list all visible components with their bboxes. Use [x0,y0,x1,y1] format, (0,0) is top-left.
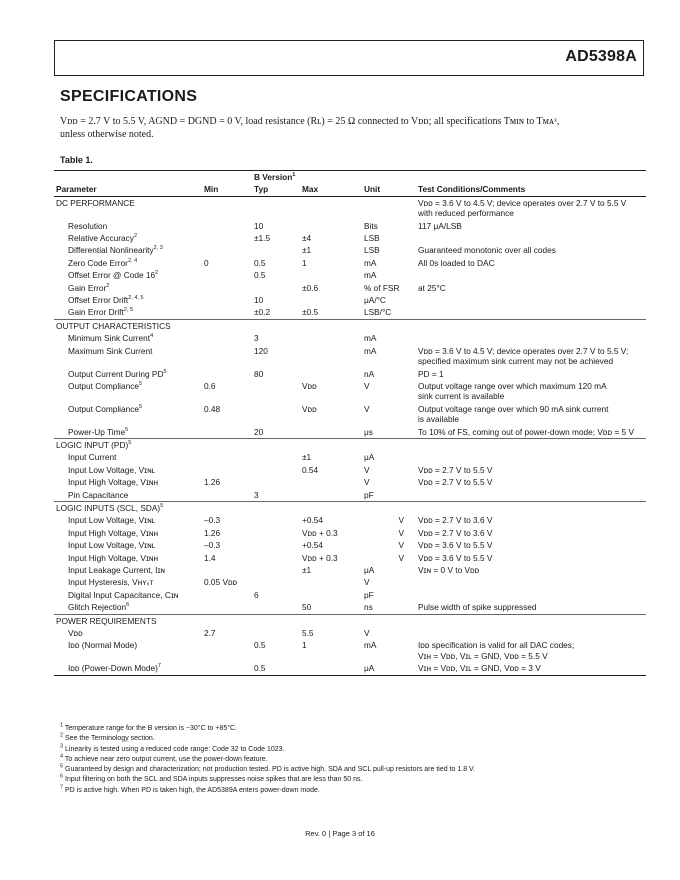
table-row [54,601,646,614]
conditions-cell [416,614,646,627]
param-cell: Differential Nonlinearity$^{2, 3}$ [68,245,163,256]
typ-cell: 6 [254,589,259,600]
typ-cell [252,196,300,219]
min-cell [202,489,252,502]
typ-cell: 80 [254,368,264,379]
conditions-cell: Vᴅᴅ = 2.7 V to 5.5 V [418,464,493,475]
conditions-cell: Vᴅᴅ = 3.6 V to 4.5 V; device operates over 2.7 V to 5.5 V; specified maximum sink current may not be achieved [418,345,629,367]
typ-cell: 120 [254,345,268,356]
conditions-cell: Vᴅᴅ = 2.7 V to 3.6 V [418,527,493,538]
max-cell: +0.54 [302,540,323,551]
typ-cell [252,552,300,564]
table-row [54,244,646,256]
typ-cell [252,476,300,488]
param-cell: LOGIC INPUT (PD)$^5$ [54,438,202,451]
max-cell [300,196,362,219]
conditions-cell: Pulse width of spike suppressed [418,602,537,613]
table-row [54,257,646,269]
unit-cell: μA [364,565,375,575]
min-cell: –0.3 [204,540,221,551]
min-cell [202,589,252,601]
param-cell: Output Current During $PD^5$ [68,368,167,379]
max-cell [300,501,362,514]
conditions-cell [416,501,646,514]
section-row [54,319,646,332]
max-cell [300,345,362,368]
table-row [54,306,646,319]
min-cell [202,464,252,476]
param-cell: Maximum Sink Current [68,345,153,356]
param-cell: Glitch Rejection$^6$ [68,602,130,613]
footnote: $^7$ PD is active high. When PD is taken high, the AD5389A enters power-down mode. [60,784,320,794]
typ-cell: 0.5 [254,640,266,651]
conditions-cell: Vᴅᴅ = 3.6 V to 5.5 V [418,540,493,551]
min-cell [202,368,252,380]
param-cell: Iᴅᴅ (Power-Down Mode)$^7$ [54,662,202,675]
section-row [54,196,646,219]
conditions-cell [416,294,646,306]
unit-cell: μA/°C [364,295,386,306]
table-row [54,332,646,344]
unit-cell: LSB/°C [364,307,392,318]
param-cell: Output Compliance$^5$ [68,403,143,414]
max-cell: 5.5 [302,628,314,639]
unit-cell: V [398,552,404,563]
min-cell: 1.4 [204,552,216,563]
unit-cell: μA [364,452,375,463]
min-cell [202,345,252,368]
param-cell: Vᴅᴅ [68,628,83,639]
conditions-cell: Output voltage range over which 90 mA sink current is available [418,403,609,425]
max-cell [300,614,362,627]
unit-cell: pF [364,589,374,600]
min-cell [202,438,252,451]
col-parameter: Parameter [54,183,202,196]
min-cell [202,196,252,219]
footnote: $^2$ See the Terminology section. [60,732,155,743]
conditions-cell [416,489,646,502]
max-cell: 1 [302,640,307,651]
min-cell: 0 [204,257,209,268]
typ-cell: 10 [254,220,264,231]
param-cell: Pin Capacitance [68,489,129,500]
param-cell: Gain Error Drift$^{2, 5}$ [68,307,133,318]
max-cell: Vᴅᴅ + 0.3 [302,552,338,563]
max-cell [300,220,362,232]
typ-cell [252,319,300,332]
unit-cell: Bits [364,220,378,231]
section-row [54,438,646,451]
typ-cell [252,627,300,639]
unit-cell: μA [362,662,416,675]
param-cell: Relative Accuracy$^2$ [68,233,138,244]
max-cell [300,438,362,451]
param-cell: Resolution [68,220,108,231]
param-cell: Input Hysteresis, Vʜʏₛᴛ [68,577,154,588]
min-cell [202,564,252,576]
unit-cell: pF [364,489,374,500]
param-cell: Input Current [68,452,117,463]
conditions-cell [416,306,646,319]
min-cell [202,501,252,514]
typ-cell: 3 [254,489,259,500]
footnote: $^3$ Linearity is tested using a reduced code range: Code 32 to Code 1023. [60,743,285,753]
typ-cell [252,464,300,476]
typ-cell: ±1.5 [254,233,271,244]
unit-cell: % of FSR [364,282,400,293]
min-cell: 0.05 Vᴅᴅ [204,577,238,588]
typ-cell [252,601,300,614]
conditions-cell [416,627,646,639]
page-footer: Rev. 0 | Page 3 of 16 [305,829,375,838]
unit-cell [362,196,416,219]
min-cell: 1.26 [204,477,221,488]
table-row [54,232,646,244]
conditions-cell: Vᴅᴅ = 2.7 V to 5.5 V [418,477,493,488]
conditions-cell: All 0s loaded to DAC [418,257,495,268]
param-cell: Input Low Voltage, Vɪɴʟ [68,515,155,526]
table-row [54,269,646,281]
unit-cell: V [398,540,404,551]
max-cell [300,269,362,281]
max-cell: Vᴅᴅ [302,380,317,391]
min-cell [202,294,252,306]
unit-cell: V [364,380,370,391]
typ-cell: ±0.2 [254,307,271,318]
max-cell [300,426,362,439]
unit-cell: ns [364,602,373,613]
conditions-cell [416,438,646,451]
min-cell [202,306,252,319]
typ-cell: 0.5 [254,257,266,268]
param-cell: LOGIC INPUTS (SCL, SDA)$^5$ [54,501,202,514]
table-header-group-row [54,171,646,184]
min-cell: 2.7 [204,628,216,639]
min-cell [202,220,252,232]
conditions-cell: Vɪɴ = 0 V to Vᴅᴅ [418,565,480,575]
conditions-cell: Vɪʜ = Vᴅᴅ, Vɪʟ = GND, Vᴅᴅ = 3 V [416,662,646,675]
max-cell [300,332,362,344]
col-conditions: Test Conditions/Comments [416,183,646,196]
min-cell [202,614,252,627]
col-max: Max [300,183,362,196]
typ-cell [252,527,300,539]
table-row [54,220,646,232]
conditions-cell: Vᴅᴅ = 3.6 V to 5.5 V [418,552,493,563]
min-cell: 0.48 [204,403,221,414]
max-cell [300,368,362,380]
typ-cell [252,244,300,256]
table-row [54,476,646,488]
max-cell: 50 [302,602,312,613]
unit-cell: mA [364,257,377,268]
table-row [54,345,646,368]
unit-cell [362,614,416,627]
table-row [54,489,646,502]
footnote: $^1$ Temperature range for the B version is −30°C to +85°C. [60,722,238,732]
conditions-cell: Guaranteed monotonic over all codes [418,245,556,256]
min-cell [202,332,252,344]
part-number: AD5398A [565,48,637,65]
table-row [54,294,646,306]
min-cell [202,639,252,662]
max-cell [300,576,362,588]
typ-cell: 0.5 [254,270,266,281]
unit-cell: V [364,464,370,475]
footnotes [60,724,475,796]
param-cell: POWER REQUIREMENTS [54,614,202,627]
param-cell: DC PERFORMANCE [54,196,202,219]
unit-cell: V [364,577,370,588]
unit-cell: V [398,515,404,526]
conditions-cell: Vᴅᴅ = 2.7 V to 3.6 V [418,515,493,526]
table-row [54,464,646,476]
min-cell: –0.3 [204,515,221,526]
typ-cell: 0.5 [252,662,300,675]
typ-cell [252,576,300,588]
table-body [54,196,646,675]
max-cell [300,476,362,488]
min-cell [202,244,252,256]
typ-cell [252,564,300,576]
unit-cell: mA [364,640,377,651]
param-cell: Iᴅᴅ (Normal Mode) [68,640,138,651]
page-header [54,40,644,76]
param-cell: Input Leakage Current, Iɪɴ [68,565,166,575]
unit-cell [362,501,416,514]
typ-cell: 10 [254,295,264,306]
typ-cell [252,380,300,403]
conditions-cell [416,576,646,588]
max-cell [300,662,362,675]
param-cell: Input Low Voltage, Vɪɴʟ [68,464,155,475]
specifications-table [54,170,646,676]
param-cell: Input High Voltage, Vɪɴʜ [68,477,159,488]
conditions-cell: at 25°C [418,282,446,293]
unit-cell: V [364,628,370,639]
section-row [54,501,646,514]
col-min: Min [202,183,252,196]
conditions-cell: Output voltage range over which maximum 120 mA sink current is available [418,380,607,402]
table-row [54,627,646,639]
max-cell [300,489,362,502]
conditions-cell: Vᴅᴅ = 3.6 V to 4.5 V; device operates over 2.7 V to 5.5 V with reduced performance [416,196,646,219]
param-cell: Output Compliance$^5$ [68,380,143,391]
max-cell: ±0.6 [302,282,319,293]
conditions-cell [416,319,646,332]
min-cell [202,269,252,281]
max-cell: 0.54 [302,464,319,475]
min-cell [202,426,252,439]
table-row [54,403,646,426]
param-cell: Gain Error$^2$ [68,282,110,293]
unit-cell: V [364,403,370,414]
typ-cell [252,282,300,294]
table-row [54,282,646,294]
unit-cell [362,438,416,451]
intro-line-2: unless otherwise noted. [60,129,154,140]
typ-cell [252,403,300,426]
max-cell [300,294,362,306]
col-unit: Unit [362,183,416,196]
table-row [54,576,646,588]
typ-cell [252,514,300,526]
unit-cell: μs [364,426,373,437]
conditions-cell: To 10% of FS, coming out of power-down mode; Vᴅᴅ = 5 V [418,426,634,437]
conditions-cell [416,269,646,281]
conditions-cell: 117 μA/LSB [418,220,462,231]
unit-cell: V [364,477,370,488]
param-cell: Minimum Sink Current$^4$ [68,333,154,344]
typ-cell [252,501,300,514]
min-cell: 0.6 [204,380,216,391]
param-cell: Power-Up Time$^5$ [68,426,129,437]
footnote: $^4$ To achieve near zero output current, use the power-down feature. [60,753,268,763]
param-cell: Input High Voltage, Vɪɴʜ [68,527,159,538]
min-cell [202,232,252,244]
min-cell [202,662,252,675]
unit-cell: mA [364,333,377,344]
typ-cell: 20 [254,426,264,437]
param-cell: Zero Code Error$^{2, 4}$ [68,257,138,268]
max-cell: +0.54 [302,515,323,526]
table-row [54,368,646,380]
max-cell: Vᴅᴅ [302,403,317,414]
max-cell [300,589,362,601]
conditions-cell [416,589,646,601]
unit-cell: nA [364,368,375,379]
conditions-cell: Iᴅᴅ specification is valid for all DAC codes; Vɪʜ = Vᴅᴅ, Vɪʟ = GND, Vᴅᴅ = 5.5 V [418,640,575,661]
conditions-cell [416,332,646,344]
max-cell: ±1 [302,565,312,575]
param-cell: Offset Error Drift$^{2, 4, 5}$ [68,295,144,306]
table-row [54,380,646,403]
typ-cell [252,539,300,551]
min-cell [202,282,252,294]
param-cell: Input High Voltage, Vɪɴʜ [68,552,159,563]
max-cell: ±1 [302,245,312,256]
intro-text [60,115,650,141]
param-cell: Input Low Voltage, Vɪɴʟ [68,540,155,551]
unit-cell: LSB [364,245,380,256]
min-cell [202,319,252,332]
table-row [54,426,646,439]
conditions-cell [416,232,646,244]
table-row [54,639,646,662]
table-header-row [54,183,646,196]
table-row [54,527,646,539]
intro-line-1: Vᴅᴅ = 2.7 V to 5.5 V, AGND = DGND = 0 V, load resistance (Rʟ) = 25 Ω connected to Vᴅᴅ; all specifications Tᴍɪɴ to Tᴍᴀˣ, [60,116,560,127]
param-cell: OUTPUT CHARACTERISTICS [54,319,202,332]
section-title: SPECIFICATIONS [60,88,198,105]
b-version-header: B Version$^1$ [252,171,362,184]
unit-cell: mA [364,345,377,356]
table-row [54,564,646,576]
table-row [54,451,646,463]
max-cell: ±4 [302,233,312,244]
param-cell: Digital Input Capacitance, Cɪɴ [68,589,179,600]
max-cell: ±1 [302,452,312,463]
param-cell: Offset Error @ Code $16^2$ [68,270,159,281]
typ-cell: 3 [254,333,259,344]
max-cell: 1 [302,257,307,268]
typ-cell [252,438,300,451]
max-cell: ±0.5 [302,307,319,318]
typ-cell [252,451,300,463]
typ-cell [252,614,300,627]
col-typ: Typ [252,183,300,196]
table-row [54,589,646,601]
unit-cell: mA [364,270,377,281]
conditions-cell [416,451,646,463]
table-row [54,514,646,526]
conditions-cell: PD = 1 [418,368,444,379]
max-cell [300,319,362,332]
min-cell [202,601,252,614]
footnote: $^5$ Guaranteed by design and characterization; not production tested. PD is active high. SDA and SCL pull-up resistors are tied to 1.8 V. [60,763,476,774]
min-cell [202,451,252,463]
unit-cell [362,319,416,332]
max-cell: Vᴅᴅ + 0.3 [302,527,338,538]
table-row [54,539,646,551]
min-cell: 1.26 [204,527,221,538]
unit-cell: LSB [364,233,380,244]
section-row [54,614,646,627]
table-caption: Table 1. [60,155,93,165]
table-row [54,662,646,675]
footnote: $^6$ Input filtering on both the SCL and SDA inputs suppresses noise spikes that are less than 50 ns. [60,774,363,784]
unit-cell: V [398,527,404,538]
table-row [54,552,646,564]
